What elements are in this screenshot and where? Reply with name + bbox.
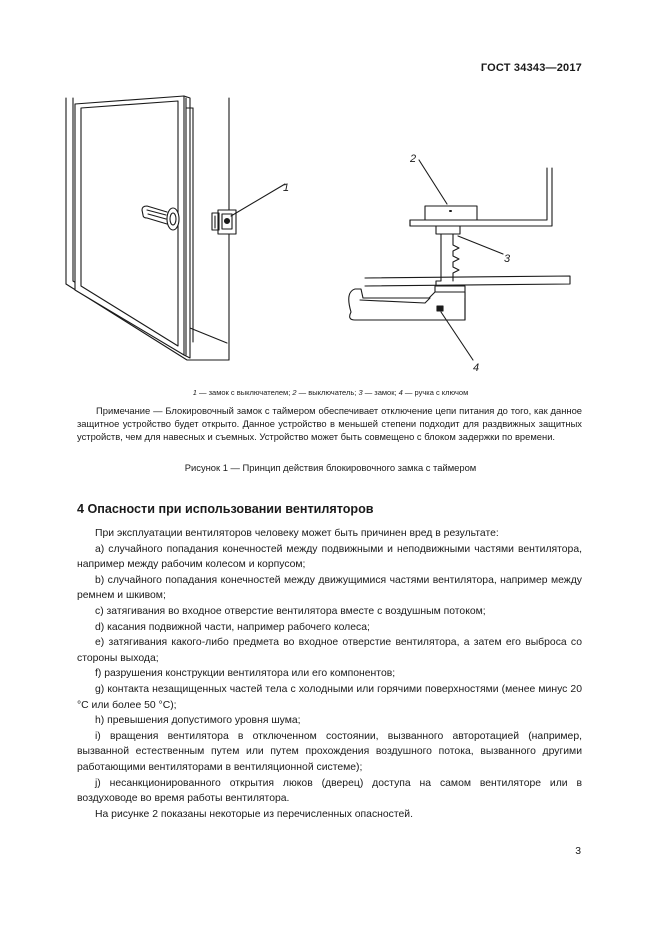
figure-caption: Рисунок 1 — Принцип действия блокировочного замка с таймером <box>184 462 477 473</box>
legend-num-2: 2 <box>292 388 297 397</box>
callout-1: 1 <box>283 182 290 194</box>
legend-num-3: 3 <box>358 388 363 397</box>
hazard-item-h: h) превышения допустимого уровня шума; <box>95 715 301 727</box>
hazard-item-i: i) вращения вентилятора в отключенном состоянии, вызванного авторотацией (например, вызванной естественным путем или путем прохождения воздушного потока, вызванного другими работающими вентиляторами в вентиляционной системе); <box>77 730 582 773</box>
callout-3: 3 <box>504 253 511 265</box>
callout-4: 4 <box>473 362 480 374</box>
hazard-item-e: e) затягивания какого-либо предмета во входное отверстие вентилятора, а затем его выброса со стороны выхода; <box>77 637 582 664</box>
hazard-item-g: g) контакта незащищенных частей тела с холодными или горячими поверхностями (менее минус 20 °C или более 50 °C); <box>77 683 582 711</box>
figure-legend <box>0 388 661 397</box>
hazard-item-f: f) разрушения конструкции вентилятора или его компонентов; <box>95 668 396 680</box>
hazard-item-c: c) затягивания во входное отверстие вентилятора вместе с воздушным потоком; <box>95 605 486 617</box>
callout-2: 2 <box>410 153 417 165</box>
hazard-item-a: a) случайного попадания конечностей между подвижными и неподвижными частями вентилятора, например между рабочим колесом и корпусом; <box>77 543 582 571</box>
section-closing: На рисунке 2 показаны некоторые из перечисленных опасностей. <box>95 808 413 820</box>
legend-text-4: — ручка с ключом <box>402 388 469 397</box>
section-body <box>77 526 582 822</box>
legend-text-1: — замок с выключателем; <box>196 388 293 397</box>
section-intro: При эксплуатации вентиляторов человеку может быть причинен вред в результате: <box>95 528 499 539</box>
hazard-item-d: d) касания подвижной части, например рабочего колеса; <box>95 621 370 633</box>
legend-num-4: 4 <box>398 388 403 397</box>
standard-code: ГОСТ 34343—2017 <box>480 62 582 74</box>
lock-with-switch <box>212 210 236 234</box>
figure-note: Примечание — Блокировочный замок с таймером обеспечивает отключение цепи питания до того, как данное защитное устройство будет открыто. Данное устройство в меньшей степени подходит для раздвижных защитных устройств, чем для навесных и съемных. Устройство может быть совмещено с блоком задержки по времени. <box>77 405 582 443</box>
figure-1-drawing <box>55 88 595 388</box>
legend-text-3: — замок; <box>362 388 399 397</box>
section-heading: 4 Опасности при использовании вентиляторов <box>77 502 374 516</box>
hazard-item-b: b) случайного попадания конечностей между движущимися частями вентилятора, например между ремнем и шкивом; <box>77 574 582 602</box>
page-number: 3 <box>575 846 581 857</box>
cabinet-illustration <box>66 96 285 360</box>
legend-num-1: 1 <box>192 388 197 397</box>
timer-lock-mechanism <box>349 160 570 360</box>
legend-text-2: — выключатель; <box>296 388 359 397</box>
hazard-item-j: j) несанкционированного открытия люков (дверец) доступа на самом вентиляторе или в воздуховоде во время работы вентилятора. <box>77 777 582 805</box>
